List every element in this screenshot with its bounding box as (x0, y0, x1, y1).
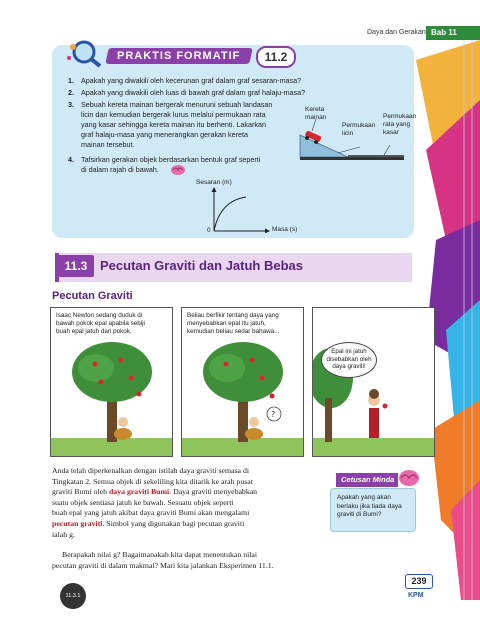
svg-text:?: ? (271, 410, 276, 419)
publisher-label: KPM (408, 592, 424, 599)
question-number: 3. (68, 100, 74, 109)
term-daya-graviti: daya graviti Bumi (108, 487, 170, 497)
question-number: 2. (68, 88, 74, 97)
question-number: 4. (68, 155, 74, 164)
apple-tree-illustration (182, 338, 304, 457)
ramp-label-smooth: Permukaan licin (342, 122, 376, 137)
brain-icon (170, 163, 186, 177)
section-number: 11.3 (58, 255, 94, 277)
brain-icon (398, 468, 420, 488)
chapter-badge: Bab 11 (426, 26, 480, 40)
comic-caption: Isaac Newton sedang duduk di bawah pokok epal apabila sebiji buah epal jatuh dari pokok. (56, 312, 145, 335)
section-title: Pecutan Graviti dan Jatuh Bebas (100, 258, 304, 273)
cetusan-minda-box: Apakah yang akan berlaku jika tiada daya graviti di Bumi? (330, 488, 416, 532)
graph-origin: 0 (207, 227, 211, 234)
graph-xlabel: Masa (s) (272, 226, 298, 233)
question-number: 1. (68, 76, 74, 85)
term-pecutan-graviti: pecutan graviti (52, 518, 103, 528)
subsection-title: Pecutan Graviti (52, 290, 133, 302)
graph-ylabel: Sesaran (m) (196, 179, 232, 186)
comic-panel (312, 307, 435, 457)
body-paragraph: Anda telah diperkenalkan dengan istilah daya graviti semasa di Tingkatan 2. Semua objek di sekeliling kita ditarik ke arah pusat graviti Bumi oleh daya graviti Bumi. Daya graviti menyebabkan suatu objek sentiasa jatuh ke bawah. Sesuatu objek seperti buah epal yang jatuh akibat daya graviti Bumi akan mengalami pecutan graviti. Simbol yang digunakan bagi pecutan graviti ialah g. (52, 466, 258, 539)
logo-badge: 11.3.1 (60, 583, 86, 609)
question-text: Sebuah kereta mainan bergerak menuruni sebuah landasan licin dan kemudian bergerak lurus melalui permukaan rata yang kasar sehingga kereta mainan itu berhenti. Lakarkan graf halaju-masa yang menerangkan gerakan kereta mainan tersebut. (81, 100, 273, 149)
praktis-title: PRAKTIS FORMATIF (117, 50, 241, 62)
comic-caption: Beliau berfikir tentang daya yang menyebabkan epal itu jatuh, kemudian beliau sedar bahawa... (187, 312, 280, 335)
cetusan-minda-label: Cetusan Minda (336, 473, 398, 487)
ramp-label-car: Kereta mainan (305, 106, 327, 121)
body-paragraph: Berapakah nilai g? Bagaimanakah kita dapat menentukan nilai pecutan graviti di dalam makmal? Mari kita jalankan Eksperimen 11.1. (52, 550, 274, 570)
praktis-number: 11.2 (256, 46, 296, 68)
question-text: Apakah yang diwakili oleh luas di bawah graf dalam graf halaju-masa? (81, 88, 306, 97)
speech-bubble: Epal ini jatuh disebabkan oleh daya graviti! (321, 342, 377, 378)
question-text: Tafsirkan gerakan objek berdasarkan bentuk graf seperti di dalam rajah di bawah. (81, 155, 261, 174)
apple-tree-illustration (51, 338, 173, 457)
displacement-time-graph (206, 187, 276, 233)
page-number: 239 (405, 574, 433, 589)
question-text: Apakah yang diwakili oleh kecerunan graf dalam graf sesaran-masa? (81, 76, 302, 85)
comic-panel (50, 307, 173, 457)
comic-panel (181, 307, 304, 457)
chapter-title: Daya dan Gerakan (367, 29, 426, 36)
ramp-label-rough: Permukaan rata yang kasar (383, 113, 417, 136)
magnifier-icon (64, 38, 104, 68)
